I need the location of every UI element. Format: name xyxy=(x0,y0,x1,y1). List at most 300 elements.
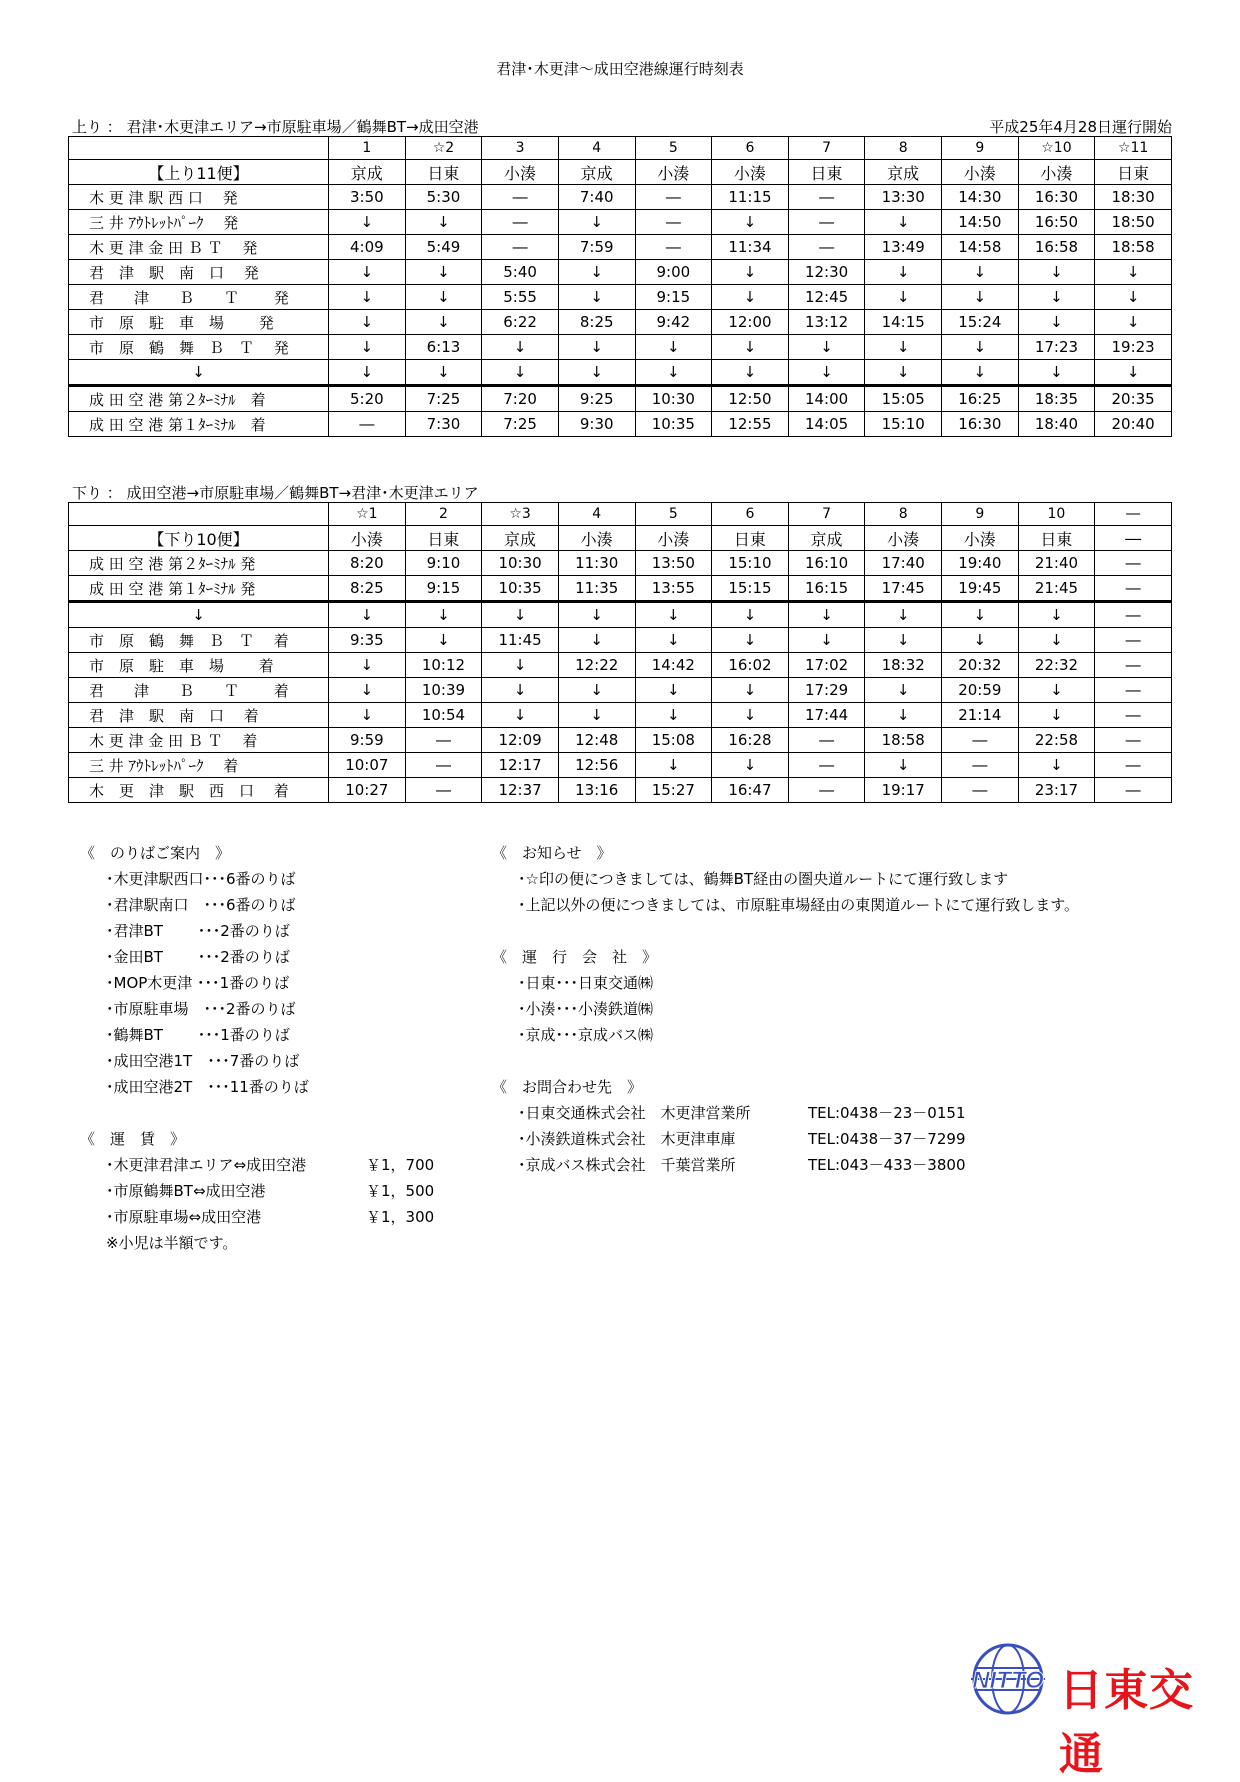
time-cell: 11:30 xyxy=(558,551,635,576)
time-cell: 18:32 xyxy=(865,653,942,678)
trip-number: 7 xyxy=(788,503,865,526)
time-cell: ↓ xyxy=(329,360,406,386)
operator-cell: 小湊 xyxy=(865,526,942,551)
trip-number: 9 xyxy=(942,137,1019,160)
trip-number: ☆3 xyxy=(482,503,559,526)
time-cell: ↓ xyxy=(712,753,789,778)
time-cell: ↓ xyxy=(1095,260,1172,285)
page-title: 君津･木更津～成田空港線運行時刻表 xyxy=(496,60,744,78)
time-cell: 8:25 xyxy=(558,310,635,335)
boarding-item: ･君津BT ･･･2番のりば xyxy=(106,922,290,940)
time-cell: ↓ xyxy=(942,335,1019,360)
time-cell: 10:35 xyxy=(635,412,712,437)
operator-item: ･京成･･･京成バス㈱ xyxy=(518,1026,654,1044)
operator-cell: 日東 xyxy=(1095,160,1172,185)
time-cell: 18:50 xyxy=(1095,210,1172,235)
notice-item: ･☆印の便につきましては、鶴舞BT経由の圏央道ルートにて運行致します xyxy=(518,870,1009,888)
time-cell: ↓ xyxy=(865,703,942,728)
logo-company-name: 日東交通 xyxy=(1059,1665,1194,1780)
time-cell: ― xyxy=(788,753,865,778)
up-heading: 上り ： 君津･木更津エリア→市原駐車場／鶴舞BT→成田空港 xyxy=(72,118,479,136)
stop-row xyxy=(69,778,1172,803)
time-cell: ― xyxy=(788,728,865,753)
trip-number: 10 xyxy=(1018,503,1095,526)
operator-section xyxy=(492,944,657,1048)
boarding-item: ･金田BT ･･･2番のりば xyxy=(106,948,290,966)
operator-row xyxy=(69,160,1172,185)
time-cell: 11:34 xyxy=(712,235,789,260)
time-cell: ↓ xyxy=(558,703,635,728)
operator-cell: 日東 xyxy=(788,160,865,185)
boarding-item: ･市原駐車場 ･･･2番のりば xyxy=(106,1000,296,1018)
time-cell: 14:05 xyxy=(788,412,865,437)
time-cell: 13:30 xyxy=(865,185,942,210)
time-cell: ↓ xyxy=(558,210,635,235)
operator-cell: 小湊 xyxy=(942,526,1019,551)
time-cell: 7:20 xyxy=(482,386,559,412)
stop-row xyxy=(69,753,1172,778)
time-cell: 20:59 xyxy=(942,678,1019,703)
time-cell: ↓ xyxy=(865,360,942,386)
operator-cell: 小湊 xyxy=(558,526,635,551)
time-cell: 9:25 xyxy=(558,386,635,412)
fare-route: ･木更津君津エリア⇔成田空港 xyxy=(106,1156,307,1174)
fare-item xyxy=(80,1178,434,1204)
trip-count-label: 【上り11便】 xyxy=(69,160,329,185)
stop-row xyxy=(69,335,1172,360)
time-cell: 16:28 xyxy=(712,728,789,753)
time-cell: ― xyxy=(942,778,1019,803)
fare-route: ･市原鶴舞BT⇔成田空港 xyxy=(106,1182,266,1200)
trip-number: 7 xyxy=(788,137,865,160)
operator-item: ･小湊･･･小湊鉄道㈱ xyxy=(518,1000,654,1018)
operator-cell: ― xyxy=(1095,526,1172,551)
time-cell: ― xyxy=(1095,703,1172,728)
time-cell: 10:39 xyxy=(405,678,482,703)
time-cell: 19:17 xyxy=(865,778,942,803)
time-cell: ↓ xyxy=(482,678,559,703)
time-cell: 5:20 xyxy=(329,386,406,412)
time-cell: 17:29 xyxy=(788,678,865,703)
notice-section xyxy=(492,840,1079,918)
time-cell: 20:40 xyxy=(1095,412,1172,437)
time-cell: ― xyxy=(788,185,865,210)
time-cell: ↓ xyxy=(635,703,712,728)
time-cell: ↓ xyxy=(712,285,789,310)
stop-name: 三 井 ｱｳﾄﾚｯﾄﾊﾟｰｸ 発 xyxy=(69,210,329,235)
time-cell: 12:55 xyxy=(712,412,789,437)
time-cell: ↓ xyxy=(942,285,1019,310)
time-cell: 21:14 xyxy=(942,703,1019,728)
time-cell: 18:58 xyxy=(865,728,942,753)
time-cell: 9:30 xyxy=(558,412,635,437)
time-cell: ↓ xyxy=(788,628,865,653)
time-cell: 16:25 xyxy=(942,386,1019,412)
time-cell: ↓ xyxy=(558,260,635,285)
time-cell: 15:10 xyxy=(865,412,942,437)
boarding-item: ･鶴舞BT ･･･1番のりば xyxy=(106,1026,290,1044)
contact-tel: TEL:043－433－3800 xyxy=(808,1156,966,1174)
time-cell: ↓ xyxy=(865,602,942,628)
time-cell: 15:24 xyxy=(942,310,1019,335)
fare-price: ￥1，700 xyxy=(366,1156,435,1174)
time-cell: ↓ xyxy=(1095,310,1172,335)
stop-name: 成 田 空 港 第１ﾀｰﾐﾅﾙ 着 xyxy=(69,412,329,437)
stop-row xyxy=(69,285,1172,310)
stop-row xyxy=(69,678,1172,703)
time-cell: ↓ xyxy=(329,210,406,235)
time-cell: ↓ xyxy=(1018,285,1095,310)
stop-row xyxy=(69,185,1172,210)
time-cell: ↓ xyxy=(329,260,406,285)
blank-cell xyxy=(69,137,329,160)
time-cell: 16:30 xyxy=(1018,185,1095,210)
time-cell: ― xyxy=(405,728,482,753)
stop-name: 木 更 津 金 田 Ｂ Ｔ 着 xyxy=(69,728,329,753)
time-cell: 20:32 xyxy=(942,653,1019,678)
time-cell: 14:00 xyxy=(788,386,865,412)
fare-route: ･市原駐車場⇔成田空港 xyxy=(106,1208,262,1226)
time-cell: ― xyxy=(1095,753,1172,778)
stop-row xyxy=(69,360,1172,386)
time-cell: ― xyxy=(1095,551,1172,576)
time-cell: 5:55 xyxy=(482,285,559,310)
stop-name: 木 更 津 金 田 Ｂ Ｔ 発 xyxy=(69,235,329,260)
time-cell: 12:50 xyxy=(712,386,789,412)
time-cell: 7:30 xyxy=(405,412,482,437)
time-cell: ↓ xyxy=(635,360,712,386)
trip-number: 4 xyxy=(558,503,635,526)
time-cell: ↓ xyxy=(558,335,635,360)
time-cell: ↓ xyxy=(1095,285,1172,310)
time-cell: 10:30 xyxy=(635,386,712,412)
stop-row xyxy=(69,412,1172,437)
time-cell: ↓ xyxy=(329,678,406,703)
time-cell: ↓ xyxy=(788,360,865,386)
time-cell: ↓ xyxy=(329,285,406,310)
time-cell: 9:35 xyxy=(329,628,406,653)
operator-item: ･日東･･･日東交通㈱ xyxy=(518,974,654,992)
trip-number: 9 xyxy=(942,503,1019,526)
time-cell: 10:07 xyxy=(329,753,406,778)
time-cell: ― xyxy=(329,412,406,437)
time-cell: 6:22 xyxy=(482,310,559,335)
contact-tel: TEL:0438－37－7299 xyxy=(808,1130,966,1148)
trip-number: 8 xyxy=(865,137,942,160)
time-cell: ↓ xyxy=(558,285,635,310)
stop-name: 成 田 空 港 第２ﾀｰﾐﾅﾙ 着 xyxy=(69,386,329,412)
operator-cell: 京成 xyxy=(329,160,406,185)
operator-cell: 日東 xyxy=(712,526,789,551)
time-cell: 6:13 xyxy=(405,335,482,360)
operator-cell: 小湊 xyxy=(482,160,559,185)
fare-item xyxy=(80,1152,434,1178)
stop-row xyxy=(69,576,1172,602)
time-cell: 10:54 xyxy=(405,703,482,728)
notice-item: ･上記以外の便につきましては、市原駐車場経由の東関道ルートにて運行致します。 xyxy=(518,896,1080,914)
time-cell: ↓ xyxy=(942,602,1019,628)
time-cell: 15:15 xyxy=(712,576,789,602)
time-cell: ― xyxy=(405,753,482,778)
operator-cell: 小湊 xyxy=(635,526,712,551)
time-cell: ↓ xyxy=(1018,703,1095,728)
time-cell: 16:58 xyxy=(1018,235,1095,260)
down-timetable xyxy=(68,502,1172,803)
time-cell: 16:02 xyxy=(712,653,789,678)
time-cell: 9:10 xyxy=(405,551,482,576)
time-cell: 7:59 xyxy=(558,235,635,260)
time-cell: 17:02 xyxy=(788,653,865,678)
stop-row xyxy=(69,235,1172,260)
stop-row xyxy=(69,386,1172,412)
nitto-logo-mark xyxy=(963,1640,1053,1718)
stop-name: 木 更 津 駅 西 口 着 xyxy=(69,778,329,803)
stop-name: 市 原 鶴 舞 Ｂ Ｔ 発 xyxy=(69,335,329,360)
time-cell: 3:50 xyxy=(329,185,406,210)
time-cell: 14:58 xyxy=(942,235,1019,260)
time-cell: ↓ xyxy=(865,260,942,285)
logo-mark-text: NITTO xyxy=(972,1667,1044,1694)
time-cell: 10:12 xyxy=(405,653,482,678)
time-cell: ↓ xyxy=(635,678,712,703)
time-cell: 11:15 xyxy=(712,185,789,210)
contact-section xyxy=(492,1074,966,1178)
stop-name: 君 津 Ｂ Ｔ 着 xyxy=(69,678,329,703)
time-cell: 7:25 xyxy=(482,412,559,437)
blank-cell xyxy=(69,503,329,526)
time-cell: 12:17 xyxy=(482,753,559,778)
trip-number: 1 xyxy=(329,137,406,160)
time-cell: ↓ xyxy=(635,602,712,628)
operator-row xyxy=(69,526,1172,551)
time-cell: ― xyxy=(482,235,559,260)
time-cell: ― xyxy=(1095,628,1172,653)
time-cell: 15:27 xyxy=(635,778,712,803)
operator-cell: 小湊 xyxy=(635,160,712,185)
time-cell: ↓ xyxy=(405,628,482,653)
time-cell: ↓ xyxy=(1018,602,1095,628)
time-cell: 18:40 xyxy=(1018,412,1095,437)
stop-name: 市 原 駐 車 場 着 xyxy=(69,653,329,678)
time-cell: 23:17 xyxy=(1018,778,1095,803)
time-cell: 17:45 xyxy=(865,576,942,602)
time-cell: 5:30 xyxy=(405,185,482,210)
time-cell: 11:35 xyxy=(558,576,635,602)
operator-cell: 小湊 xyxy=(329,526,406,551)
stop-name: 三 井 ｱｳﾄﾚｯﾄﾊﾟｰｸ 着 xyxy=(69,753,329,778)
time-cell: 9:15 xyxy=(405,576,482,602)
time-cell: 14:15 xyxy=(865,310,942,335)
stop-name: 君 津 駅 南 口 発 xyxy=(69,260,329,285)
time-cell: ↓ xyxy=(482,335,559,360)
time-cell: ↓ xyxy=(558,360,635,386)
time-cell: ↓ xyxy=(942,360,1019,386)
time-cell: ↓ xyxy=(865,678,942,703)
time-cell: 22:32 xyxy=(1018,653,1095,678)
time-cell: ― xyxy=(405,778,482,803)
operator-cell: 京成 xyxy=(865,160,942,185)
time-cell: 10:30 xyxy=(482,551,559,576)
operator-cell: 小湊 xyxy=(942,160,1019,185)
time-cell: 15:08 xyxy=(635,728,712,753)
time-cell: 16:15 xyxy=(788,576,865,602)
time-cell: ↓ xyxy=(1095,360,1172,386)
contact-tel: TEL:0438－23－0151 xyxy=(808,1104,966,1122)
time-cell: ↓ xyxy=(1018,628,1095,653)
time-cell: ― xyxy=(788,235,865,260)
time-cell: ↓ xyxy=(1018,260,1095,285)
time-cell: 18:30 xyxy=(1095,185,1172,210)
time-cell: ― xyxy=(1095,602,1172,628)
operator-cell: 京成 xyxy=(482,526,559,551)
time-cell: 12:56 xyxy=(558,753,635,778)
time-cell: ↓ xyxy=(712,260,789,285)
stop-name: 市 原 鶴 舞 Ｂ Ｔ 着 xyxy=(69,628,329,653)
trip-number: 5 xyxy=(635,503,712,526)
boarding-item: ･君津駅南口 ･･･6番のりば xyxy=(106,896,296,914)
time-cell: 13:49 xyxy=(865,235,942,260)
time-cell: 14:42 xyxy=(635,653,712,678)
time-cell: 14:50 xyxy=(942,210,1019,235)
trip-number: ― xyxy=(1095,503,1172,526)
time-cell: 7:40 xyxy=(558,185,635,210)
time-cell: ↓ xyxy=(405,210,482,235)
time-cell: ― xyxy=(788,778,865,803)
time-cell: ― xyxy=(635,235,712,260)
stop-row xyxy=(69,728,1172,753)
trip-number: ☆2 xyxy=(405,137,482,160)
time-cell: 16:47 xyxy=(712,778,789,803)
time-cell: 22:58 xyxy=(1018,728,1095,753)
time-cell: 17:23 xyxy=(1018,335,1095,360)
time-cell: ↓ xyxy=(1018,310,1095,335)
time-cell: 5:40 xyxy=(482,260,559,285)
contact-item xyxy=(492,1126,966,1152)
fare-section xyxy=(80,1126,434,1256)
time-cell: 18:35 xyxy=(1018,386,1095,412)
time-cell: ↓ xyxy=(482,653,559,678)
contact-item xyxy=(492,1100,966,1126)
trip-number: ☆1 xyxy=(329,503,406,526)
trip-number: ☆11 xyxy=(1095,137,1172,160)
time-cell: 13:55 xyxy=(635,576,712,602)
time-cell: 8:20 xyxy=(329,551,406,576)
time-cell: ― xyxy=(635,185,712,210)
time-cell: 12:09 xyxy=(482,728,559,753)
time-cell: ↓ xyxy=(558,628,635,653)
stop-row xyxy=(69,703,1172,728)
time-cell: ↓ xyxy=(405,260,482,285)
operator-cell: 日東 xyxy=(405,526,482,551)
time-cell: ↓ xyxy=(635,753,712,778)
notice-heading: 《 お知らせ 》 xyxy=(492,844,612,862)
time-cell: 12:48 xyxy=(558,728,635,753)
stop-row xyxy=(69,210,1172,235)
time-cell: 21:40 xyxy=(1018,551,1095,576)
time-cell: ↓ xyxy=(865,335,942,360)
time-cell: 10:35 xyxy=(482,576,559,602)
time-cell: 19:40 xyxy=(942,551,1019,576)
time-cell: 13:12 xyxy=(788,310,865,335)
trip-number: 4 xyxy=(558,137,635,160)
time-cell: 13:16 xyxy=(558,778,635,803)
time-cell: 15:10 xyxy=(712,551,789,576)
time-cell: 17:40 xyxy=(865,551,942,576)
fare-heading: 《 運 賃 》 xyxy=(80,1130,186,1148)
stop-name: 成 田 空 港 第２ﾀｰﾐﾅﾙ 発 xyxy=(69,551,329,576)
trip-count-label: 【下り10便】 xyxy=(69,526,329,551)
time-cell: 9:15 xyxy=(635,285,712,310)
boarding-guide xyxy=(80,840,309,1100)
stop-row xyxy=(69,653,1172,678)
time-cell: 7:25 xyxy=(405,386,482,412)
time-cell: ↓ xyxy=(558,678,635,703)
operator-cell: 京成 xyxy=(558,160,635,185)
child-fare-note: ※小児は半額です。 xyxy=(106,1234,238,1252)
boarding-item: ･木更津駅西口･･･6番のりば xyxy=(106,870,296,888)
trip-number-row xyxy=(69,137,1172,160)
stop-row xyxy=(69,602,1172,628)
operator-cell: 小湊 xyxy=(712,160,789,185)
stop-name: 成 田 空 港 第１ﾀｰﾐﾅﾙ 発 xyxy=(69,576,329,602)
time-cell: ↓ xyxy=(865,285,942,310)
time-cell: ↓ xyxy=(1018,678,1095,703)
time-cell: ↓ xyxy=(482,703,559,728)
time-cell: ↓ xyxy=(329,653,406,678)
contact-company: ･京成バス株式会社 千葉営業所 xyxy=(518,1156,736,1174)
time-cell: ↓ xyxy=(942,628,1019,653)
time-cell: 18:58 xyxy=(1095,235,1172,260)
time-cell: ↓ xyxy=(788,335,865,360)
stop-row xyxy=(69,551,1172,576)
time-cell: 19:45 xyxy=(942,576,1019,602)
time-cell: ↓ xyxy=(405,285,482,310)
trip-number: 8 xyxy=(865,503,942,526)
time-cell: ↓ xyxy=(329,310,406,335)
time-cell: 16:50 xyxy=(1018,210,1095,235)
time-cell: 9:42 xyxy=(635,310,712,335)
time-cell: ↓ xyxy=(712,678,789,703)
time-cell: ― xyxy=(942,728,1019,753)
time-cell: ― xyxy=(1095,678,1172,703)
time-cell: ↓ xyxy=(712,210,789,235)
time-cell: 12:45 xyxy=(788,285,865,310)
stop-name: 木 更 津 駅 西 口 発 xyxy=(69,185,329,210)
time-cell: ↓ xyxy=(865,753,942,778)
time-cell: 16:30 xyxy=(942,412,1019,437)
company-logo xyxy=(963,1640,1233,1780)
up-timetable xyxy=(68,136,1172,437)
time-cell: 16:10 xyxy=(788,551,865,576)
time-cell: ― xyxy=(1095,778,1172,803)
time-cell: ↓ xyxy=(558,602,635,628)
contact-company: ･小湊鉄道株式会社 木更津車庫 xyxy=(518,1130,736,1148)
time-cell: 17:44 xyxy=(788,703,865,728)
time-cell: 12:30 xyxy=(788,260,865,285)
trip-number: 6 xyxy=(712,137,789,160)
time-cell: 11:45 xyxy=(482,628,559,653)
time-cell: ↓ xyxy=(635,628,712,653)
time-cell: ― xyxy=(482,210,559,235)
stop-name: 市 原 駐 車 場 発 xyxy=(69,310,329,335)
time-cell: 13:50 xyxy=(635,551,712,576)
time-cell: ↓ xyxy=(482,602,559,628)
stop-row xyxy=(69,260,1172,285)
operator-cell: 日東 xyxy=(405,160,482,185)
time-cell: ― xyxy=(635,210,712,235)
time-cell: ↓ xyxy=(329,602,406,628)
time-cell: ↓ xyxy=(942,260,1019,285)
